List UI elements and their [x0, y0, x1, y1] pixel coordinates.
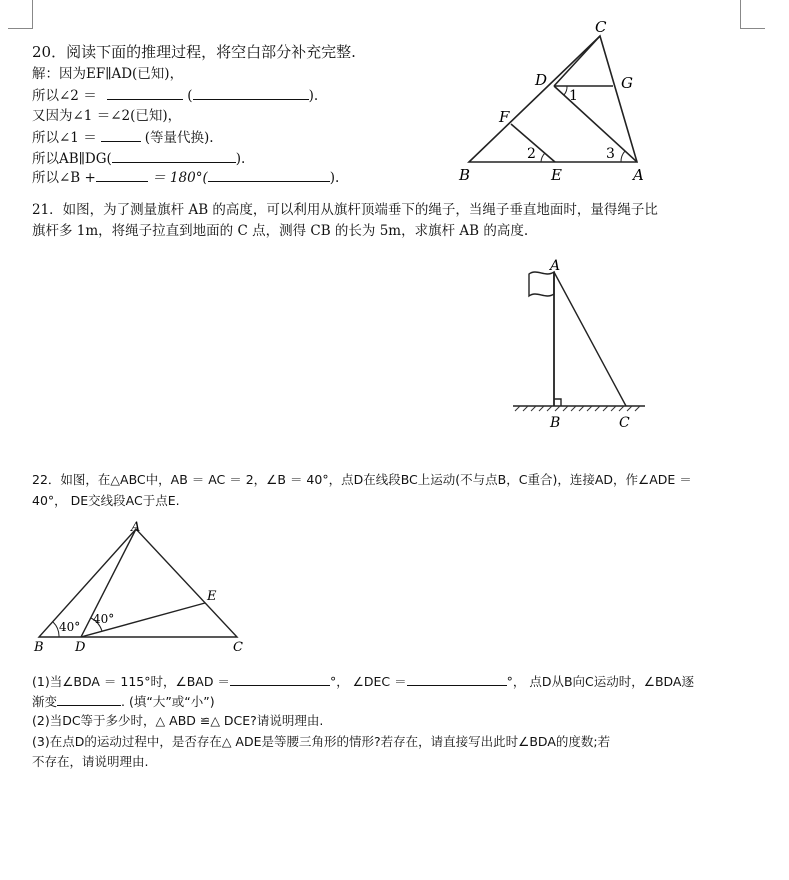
angle-1-arc	[564, 86, 567, 95]
q22-p1-text-e: . (填“大”或“小”)	[121, 694, 215, 709]
label-d: D	[535, 71, 548, 89]
label-angle-1: 1	[569, 88, 578, 104]
q22-line1: 22．如图，在△ABC中，AB ＝ AC ＝ 2，∠B ＝ 40°，点D在线段BC上运动(不与点B，C重合)，连接AD，作∠ADE ＝	[32, 472, 692, 487]
right-angle-mark	[554, 399, 561, 406]
flag-shape	[529, 272, 554, 296]
q22-blank-dec[interactable]	[407, 672, 507, 686]
label-b: B	[34, 640, 44, 655]
q22-part3-line2: 不存在，请说明理由.	[32, 754, 149, 769]
angle-3-arc	[621, 151, 625, 162]
q20-paren-open: (	[187, 88, 193, 104]
q20-line2-text: 所以∠2 ＝	[32, 88, 97, 104]
q20-blank-angle1[interactable]	[101, 128, 141, 142]
q22-line2: 40°， DE交线段AC于点E.	[32, 493, 180, 508]
angle-2-arc	[541, 153, 545, 162]
q22-p1-text-d: 渐变	[32, 694, 58, 709]
q20-blank-reason3[interactable]	[208, 168, 330, 182]
q21-flagpole-figure	[505, 250, 665, 435]
label-angle-2: 2	[527, 146, 536, 162]
page-corner-mark-left	[8, 0, 33, 29]
q21-line1: 21．如图，为了测量旗杆 AB 的高度，可以利用从旗杆顶端垂下的绳子，当绳子垂直地面时，量得绳子比	[32, 202, 658, 218]
q20-line5-end: ).	[235, 151, 246, 167]
segment-ad	[554, 86, 637, 162]
q20-line6	[32, 168, 339, 187]
q22-part2: (2)当DC等于多少时，△ ABD ≌△ DCE?请说明理由.	[32, 713, 324, 728]
label-a: A	[633, 166, 644, 184]
q22-p1-text-b: °， ∠DEC ＝	[329, 674, 407, 689]
q20-line1: 解：因为EF∥AD(已知)，	[32, 66, 184, 82]
q20-blank-angle2[interactable]	[107, 86, 183, 100]
q22-blank-trend[interactable]	[57, 692, 121, 706]
label-c: C	[595, 18, 607, 36]
label-b: B	[550, 415, 561, 431]
q20-title: 20．阅读下面的推理过程，将空白部分补充完整.	[32, 43, 356, 61]
q20-line4-reason: (等量代换).	[144, 130, 214, 146]
label-g: G	[621, 74, 633, 92]
q20-line6-end: ).	[329, 170, 340, 186]
q20-line2	[32, 86, 318, 105]
q22-part1-line2	[32, 692, 215, 711]
label-b: B	[459, 166, 471, 184]
label-c: C	[233, 640, 243, 655]
label-angle-3: 3	[606, 146, 615, 162]
label-a: A	[131, 520, 141, 535]
label-e: E	[551, 166, 562, 184]
q22-p1-text-a: (1)当∠BDA ＝ 115°时，∠BAD ＝	[32, 674, 230, 689]
label-f: F	[499, 108, 510, 126]
label-d: D	[75, 640, 86, 655]
q20-line5	[32, 149, 245, 168]
label-a: A	[550, 258, 561, 274]
q22-p1-text-c: °， 点D从B向C运动时，∠BDA逐	[506, 674, 694, 689]
q20-blank-reason2[interactable]	[112, 149, 236, 163]
label-c: C	[619, 415, 630, 431]
q20-line4	[32, 128, 214, 147]
q22-part3-line1: (3)在点D的运动过程中，是否存在△ ADE是等腰三角形的情形?若存在，请直接写出此时∠BDA的度数;若	[32, 734, 611, 749]
label-e: E	[207, 589, 217, 604]
q22-triangle-figure	[25, 517, 265, 657]
q20-triangle-figure	[455, 18, 665, 188]
q21-line2: 旗杆多 1m，将绳子拉直到地面的 C 点，测得 CB 的长为 5m，求旗杆 AB 的高度.	[32, 223, 529, 239]
q20-paren-close: ).	[308, 88, 319, 104]
q20-blank-reason1[interactable]	[193, 86, 309, 100]
q22-part1-line1	[32, 672, 694, 691]
q20-line4-text: 所以∠1 ＝	[32, 130, 97, 146]
segment-dc	[554, 36, 600, 86]
q20-line6-text: 所以∠B +	[32, 170, 96, 186]
q20-line5-text: 所以AB∥DG(	[32, 151, 112, 167]
q22-blank-bad[interactable]	[230, 672, 330, 686]
q20-line3: 又因为∠1 ＝∠2(已知)，	[32, 108, 182, 124]
q20-line6-mid: ＝ 180°(	[152, 170, 208, 186]
label-angle-b: 40°	[59, 620, 81, 634]
rope-ac	[554, 272, 626, 406]
triangle-abc	[469, 36, 637, 162]
q20-blank-angle[interactable]	[96, 168, 148, 182]
label-angle-d: 40°	[93, 612, 115, 626]
page-corner-mark-right	[740, 0, 765, 29]
